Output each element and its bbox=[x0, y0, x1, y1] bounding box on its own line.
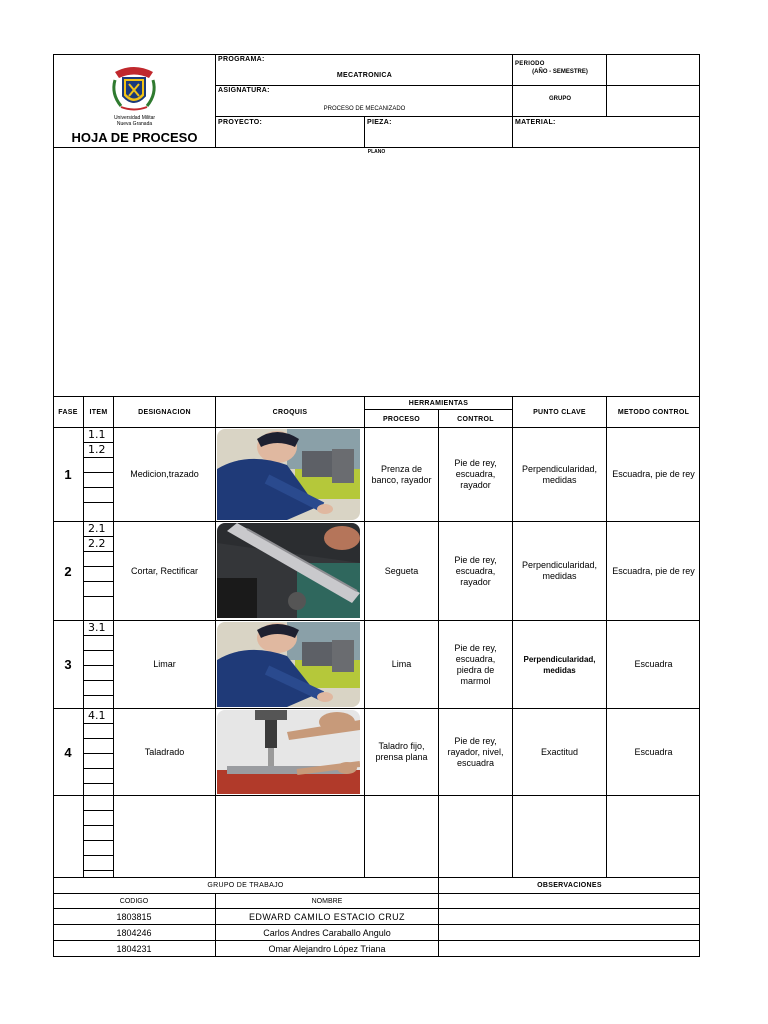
col-metodo-control: METODO CONTROL bbox=[617, 409, 690, 416]
plano-area bbox=[53, 148, 700, 397]
observaciones-line[interactable] bbox=[439, 925, 700, 941]
member-codigo: 1803815 bbox=[53, 909, 216, 925]
member-codigo: 1804231 bbox=[53, 941, 216, 957]
periodo-value-cell[interactable] bbox=[607, 54, 700, 86]
item-blank bbox=[84, 458, 114, 473]
logo-block bbox=[53, 54, 216, 148]
proceso-cell: Prenza de banco, rayador bbox=[365, 428, 439, 521]
croquis-cell bbox=[216, 709, 365, 795]
croquis-cell bbox=[216, 522, 365, 620]
item-blank bbox=[84, 473, 114, 488]
member-nombre: EDWARD CAMILO ESTACIO CRUZ bbox=[216, 909, 439, 925]
metodo-cell: Escuadra bbox=[634, 659, 673, 669]
item-blank bbox=[84, 739, 114, 754]
punto-clave-cell-empty bbox=[513, 796, 607, 877]
col-herramientas: HERRAMIENTAS bbox=[365, 397, 513, 410]
phase-number: 1 bbox=[53, 428, 84, 521]
programa-label: PROGRAMA: bbox=[218, 56, 265, 63]
phase-number: 4 bbox=[53, 709, 84, 795]
col-croquis: CROQUIS bbox=[216, 397, 365, 428]
item-blank bbox=[84, 488, 114, 503]
phase-row bbox=[53, 709, 700, 796]
periodo-sublabel: (AÑO - SEMESTRE) bbox=[532, 69, 588, 75]
member-nombre: Omar Alejandro López Triana bbox=[216, 941, 439, 957]
metodo-cell: Escuadra, pie de rey bbox=[612, 565, 695, 576]
observaciones-line[interactable] bbox=[439, 909, 700, 925]
programa-value: MECATRONICA bbox=[336, 71, 393, 79]
student-filing-photo bbox=[217, 622, 360, 707]
control-cell: Pie de rey, escuadra, rayador bbox=[439, 428, 513, 521]
proyecto-label: PROYECTO: bbox=[218, 119, 263, 126]
item-label: 2.2 bbox=[84, 537, 114, 552]
codigo-header: CODIGO bbox=[53, 894, 216, 909]
item-label: 3.1 bbox=[84, 621, 114, 636]
document-title: HOJA DE PROCESO bbox=[71, 129, 198, 145]
process-sheet bbox=[53, 54, 700, 957]
item-blank bbox=[84, 856, 114, 871]
phase-number-empty bbox=[53, 796, 84, 877]
col-punto-clave: PUNTO CLAVE bbox=[513, 397, 607, 428]
member-nombre: Carlos Andres Caraballo Angulo bbox=[216, 925, 439, 941]
observaciones-line[interactable] bbox=[439, 941, 700, 957]
designacion-cell: Taladrado bbox=[114, 709, 216, 795]
croquis-cell-empty bbox=[216, 796, 365, 877]
item-blank bbox=[84, 826, 114, 841]
phase-row bbox=[53, 621, 700, 709]
item-blank bbox=[84, 651, 114, 666]
asignatura-value: PROCESO DE MECANIZADO bbox=[323, 106, 406, 112]
student-measuring-photo bbox=[217, 429, 360, 520]
hacksaw-cutting-photo bbox=[217, 523, 360, 618]
item-blank bbox=[84, 724, 114, 739]
plano-label: PLANO bbox=[367, 149, 386, 155]
control-cell: Pie de rey, escuadra, rayador bbox=[439, 522, 513, 620]
croquis-cell bbox=[216, 621, 365, 708]
item-label: 1.2 bbox=[84, 443, 114, 458]
grupo-label: GRUPO bbox=[548, 96, 571, 102]
control-cell-empty bbox=[439, 796, 513, 877]
col-control: CONTROL bbox=[439, 410, 513, 428]
item-blank bbox=[84, 552, 114, 567]
institution-line1: Universidad Militar bbox=[113, 115, 156, 121]
phase-row bbox=[53, 522, 700, 621]
phase-row bbox=[53, 428, 700, 522]
item-blank bbox=[84, 754, 114, 769]
punto-clave-cell: Exactitud bbox=[513, 709, 607, 795]
item-blank bbox=[84, 582, 114, 597]
periodo-label: PERIODO bbox=[515, 61, 545, 67]
item-blank bbox=[84, 811, 114, 826]
observaciones-header: OBSERVACIONES bbox=[439, 878, 700, 894]
nombre-header: NOMBRE bbox=[216, 894, 439, 909]
control-cell: Pie de rey, rayador, nivel, escuadra bbox=[439, 709, 513, 795]
col-designacion: DESIGNACION bbox=[114, 397, 216, 428]
grupo-trabajo-header: GRUPO DE TRABAJO bbox=[53, 878, 439, 894]
item-blank bbox=[84, 636, 114, 651]
item-blank bbox=[84, 666, 114, 681]
proceso-cell: Taladro fijo, prensa plana bbox=[365, 709, 439, 795]
metodo-cell: Escuadra, pie de rey bbox=[612, 469, 695, 479]
control-cell: Pie de rey, escuadra, piedra de marmol bbox=[439, 621, 513, 708]
proceso-cell-empty bbox=[365, 796, 439, 877]
punto-clave-cell: Perpendicularidad, medidas bbox=[513, 522, 607, 620]
designacion-cell: Limar bbox=[114, 621, 216, 708]
item-label: 2.1 bbox=[84, 522, 114, 537]
item-blank bbox=[84, 769, 114, 784]
pieza-label: PIEZA: bbox=[367, 119, 392, 126]
grupo-value-cell[interactable] bbox=[607, 86, 700, 117]
designacion-cell: Cortar, Rectificar bbox=[114, 522, 216, 620]
col-item: ITEM bbox=[84, 397, 114, 428]
drill-press-photo bbox=[217, 710, 360, 794]
member-codigo: 1804246 bbox=[53, 925, 216, 941]
punto-clave-cell: Perpendicularidad, medidas bbox=[513, 621, 607, 708]
university-crest-icon bbox=[109, 64, 159, 114]
asignatura-label: ASIGNATURA: bbox=[218, 87, 270, 94]
phase-number: 3 bbox=[53, 621, 84, 708]
institution-line2: Nueva Granada bbox=[116, 121, 153, 127]
metodo-cell: Escuadra bbox=[634, 746, 673, 757]
phase-row-empty bbox=[53, 796, 700, 878]
item-label: 4.1 bbox=[84, 709, 114, 724]
observaciones-line[interactable] bbox=[439, 894, 700, 909]
proceso-cell: Lima bbox=[365, 621, 439, 708]
punto-clave-cell: Perpendicularidad, medidas bbox=[513, 428, 607, 521]
proceso-cell: Segueta bbox=[365, 522, 439, 620]
col-fase: FASE bbox=[53, 397, 84, 428]
item-blank bbox=[84, 841, 114, 856]
col-proceso: PROCESO bbox=[365, 410, 439, 428]
item-blank bbox=[84, 796, 114, 811]
phase-number: 2 bbox=[53, 522, 84, 620]
item-label: 1.1 bbox=[84, 428, 114, 443]
croquis-cell bbox=[216, 428, 365, 521]
item-blank bbox=[84, 567, 114, 582]
material-label: MATERIAL: bbox=[515, 119, 556, 126]
designacion-cell: Medicion,trazado bbox=[114, 428, 216, 521]
designacion-cell-empty bbox=[114, 796, 216, 877]
item-blank bbox=[84, 681, 114, 696]
